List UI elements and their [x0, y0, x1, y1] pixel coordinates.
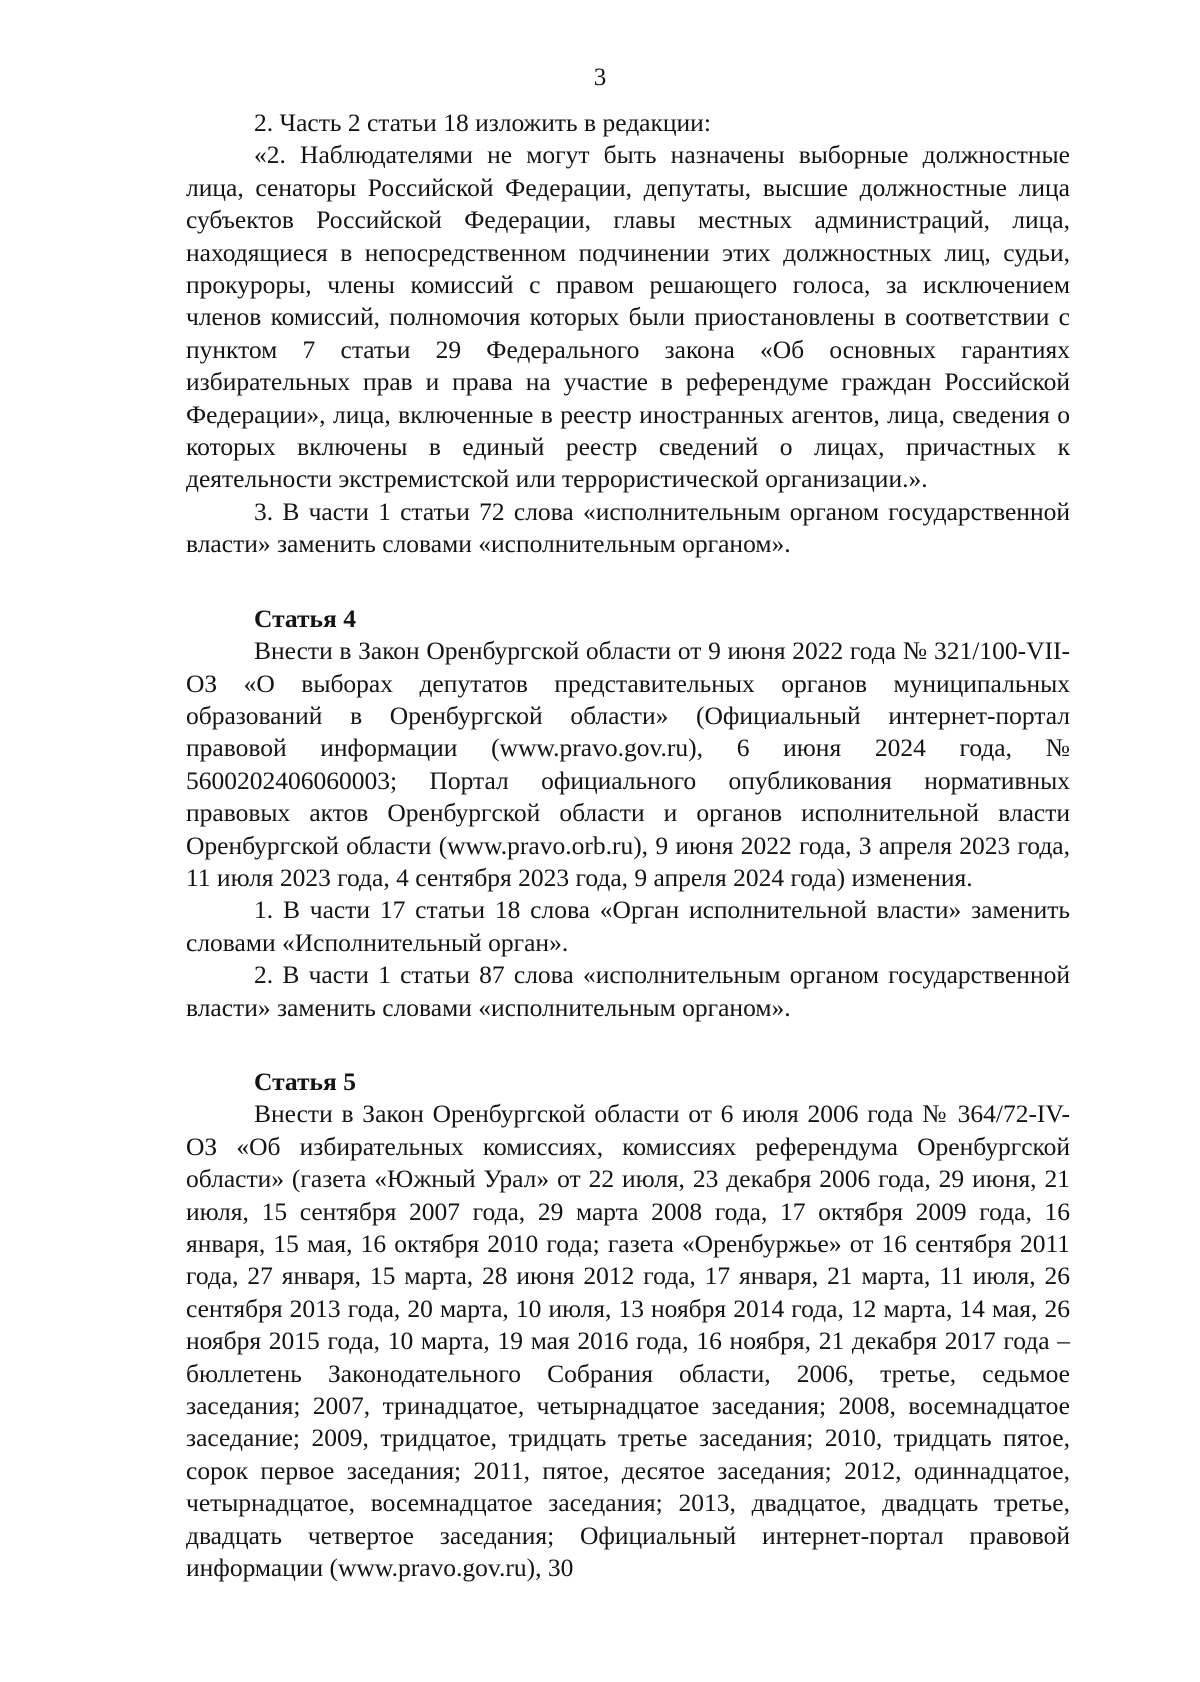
article-5-intro: Внести в Закон Оренбургской области от 6 июля 2006 года № 364/72-IV-ОЗ «Об избирательных комиссиях, комиссиях референдума Оренбургской области» (газета «Южный Урал» от 22 июля, 23 декабря 2006 года, 29 июня, 21 июля, 15 сентября 2007 года, 29 марта 2008 года, 17 октября 2009 года, 16 января, 15 мая, 16 октября 2010 года; газета «Оренбуржье» от 16 сентября 2011 года, 27 января, 15 марта, 28 июня 2012 года, 17 января, 21 марта, 11 июля, 26 сентября 2013 года, 20 марта, 10 июля, 13 ноября 2014 года, 12 марта, 14 мая, 26 ноября 2015 года, 10 марта, 19 мая 2016 года, 16 ноября, 21 декабря 2017 года – бюллетень Законодательного Собрания области, 2006, третье, седьмое заседания; 2007, тринадцатое, четырнадцатое заседания; 2008, восемнадцатое заседание; 2009, тридцатое, тридцать третье заседания; 2010, тридцать пятое, сорок первое заседания; 2011, пятое, десятое заседания; 2012, одиннадцатое, четырнадцатое, восемнадцатое заседания; 2013, двадцатое, двадцать третье, двадцать четвертое заседания; Официальный интернет-портал правовой информации (www.pravo.gov.ru), 30 [186, 1099, 1070, 1583]
amendment-item: 2. Часть 2 статьи 18 изложить в редакции: [254, 108, 711, 137]
document-body [186, 107, 1070, 1584]
amendment-item: 3. В части 1 статьи 72 слова «исполнительным органом государственной власти» заменить словами «исполнительным органом». [186, 496, 1070, 559]
article-5-heading: Статья 5 [254, 1066, 356, 1096]
page-number: 3 [593, 64, 607, 91]
article-4-heading: Статья 4 [254, 603, 356, 633]
amendment-quote: «2. Наблюдателями не могут быть назначены выборные должностные лица, сенаторы Российской Федерации, депутаты, высшие должностные лица субъектов Российской Федерации, главы местных администраций, лица, находящиеся в непосредственном подчинении этих должностных лиц, судьи, прокуроры, члены комиссий с правом решающего голоса, за исключением членов комиссий, полномочия которых были приостановлены в соответствии с пунктом 7 статьи 29 Федерального закона «Об основных гарантиях избирательных прав и права на участие в референдуме граждан Российской Федерации», лица, включенные в реестр иностранных агентов, лица, сведения о которых включены в единый реестр сведений о лицах, причастных к деятельности экстремистской или террористической организации.». [186, 140, 1070, 494]
article-4-intro: Внести в Закон Оренбургской области от 9 июня 2022 года № 321/100-VII-ОЗ «О выборах депутатов представительных органов муниципальных образований в Оренбургской области» (Официальный интернет-портал правовой информации (www.pravo.gov.ru), 6 июня 2024 года, № 5600202406060003; Портал официального опубликования нормативных правовых актов Оренбургской области и органов исполнительной власти Оренбургской области (www.pravo.orb.ru), 9 июня 2022 года, 3 апреля 2023 года, 11 июля 2023 года, 4 сентября 2023 года, 9 апреля 2024 года) изменения. [186, 636, 1070, 892]
article-4-item: 2. В части 1 статьи 87 слова «исполнительным органом государственной власти» заменить словами «исполнительным органом». [186, 960, 1070, 1022]
article-4-item: 1. В части 17 статьи 18 слова «Орган исполнительной власти» заменить словами «Исполнительный орган». [186, 895, 1070, 957]
